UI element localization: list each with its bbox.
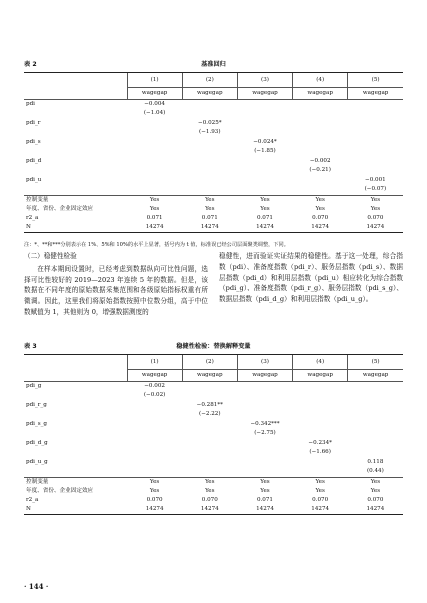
t-value [182, 429, 237, 439]
statistic-value: Yes [260, 488, 270, 494]
statistics-row [24, 223, 403, 233]
statistic-value: 14274 [293, 505, 348, 515]
t-value: (−1.66) [309, 449, 331, 455]
column-number: (5) [348, 355, 403, 370]
statistic-value: 14274 [348, 223, 403, 233]
t-value-blank [24, 410, 127, 420]
statistic-value: Yes [293, 196, 348, 206]
dependent-variable: wagegap [182, 88, 237, 100]
coefficient [182, 458, 237, 467]
variable-name: pdi_u_g [26, 459, 48, 465]
statistic-value: 0.071 [256, 497, 273, 503]
statistic-name: 控制变量 [24, 196, 127, 206]
coefficient [237, 157, 292, 166]
statistic-value: Yes [127, 478, 182, 488]
coefficient [293, 401, 348, 410]
t-value-row [24, 429, 403, 439]
t-value-blank [24, 391, 127, 401]
statistic-value: 14274 [127, 223, 182, 233]
t-value [182, 467, 237, 478]
t-value [348, 128, 403, 138]
t-value-row [24, 391, 403, 401]
coefficient-row [24, 382, 403, 392]
coefficient: −0.002 [309, 158, 331, 164]
t-value: (−1.04) [143, 110, 166, 116]
coefficient [182, 420, 237, 429]
coefficient [348, 420, 403, 429]
t-value [293, 109, 348, 119]
coefficient: −0.025* [198, 120, 222, 126]
variable-name: pdi_s_g [26, 421, 47, 427]
coefficient-row [24, 138, 403, 147]
dependent-variable: wagegap [293, 88, 348, 100]
t-value-row [24, 166, 403, 176]
coefficient [127, 157, 182, 166]
coefficient [127, 119, 182, 128]
coefficient: −0.024* [253, 139, 277, 145]
statistic-value: 14274 [182, 223, 237, 233]
t-value [127, 429, 182, 439]
statistic-value: Yes [149, 488, 160, 494]
t-value [182, 109, 237, 119]
coefficient [348, 401, 403, 410]
header-blank [24, 355, 127, 370]
coefficient [293, 382, 348, 392]
table2-number: 表 2 [24, 61, 37, 68]
t-value [237, 410, 292, 420]
t-value [182, 147, 237, 157]
coefficient [348, 138, 403, 147]
statistic-value: Yes [348, 478, 403, 488]
statistic-value: Yes [370, 206, 381, 212]
statistic-value: Yes [182, 478, 237, 488]
dependent-variable: wagegap [127, 370, 182, 382]
statistic-value: 14274 [293, 223, 348, 233]
coefficient [237, 382, 292, 392]
t-value [293, 391, 348, 401]
t-value [293, 185, 348, 196]
statistic-value: Yes [237, 478, 292, 488]
coefficient [293, 138, 348, 147]
coefficient-row [24, 119, 403, 128]
coefficient [237, 119, 292, 128]
t-value [348, 410, 403, 420]
variable-name: pdi_r_g [26, 402, 47, 408]
statistics-row [24, 196, 403, 206]
statistic-value: Yes [293, 478, 348, 488]
coefficient [182, 157, 237, 166]
column-number: (5) [348, 73, 403, 88]
coefficient [293, 119, 348, 128]
coefficient [127, 138, 182, 147]
dependent-variable: wagegap [237, 370, 292, 382]
t-value [127, 448, 182, 458]
statistic-name: 年度、省份、企业固定效应 [26, 206, 94, 212]
coefficient [182, 382, 237, 392]
statistic-value: 0.070 [312, 215, 329, 221]
coefficient [293, 176, 348, 185]
t-value [348, 166, 403, 176]
t-value [127, 410, 182, 420]
coefficient [348, 382, 403, 392]
statistic-value: 0.070 [146, 497, 163, 503]
statistic-value: 14274 [182, 505, 237, 515]
t-value: (0.44) [366, 468, 384, 474]
coefficient [182, 138, 237, 147]
t-value [348, 391, 403, 401]
dependent-variable: wagegap [182, 370, 237, 382]
table3-heading [24, 341, 403, 353]
coefficient [127, 176, 182, 185]
coefficient [237, 176, 292, 185]
t-value [348, 147, 403, 157]
statistic-value: 0.071 [256, 215, 273, 221]
t-value [182, 448, 237, 458]
right-column-text [219, 251, 403, 305]
variable-name: pdi_s [26, 139, 41, 145]
statistics-row [24, 487, 403, 496]
column-number: (1) [127, 355, 182, 370]
statistics-row [24, 205, 403, 214]
t-value-blank [24, 185, 127, 196]
t-value [237, 166, 292, 176]
dependent-variable: wagegap [348, 370, 403, 382]
column-number: (4) [293, 73, 348, 88]
coefficient [348, 439, 403, 448]
statistic-value: Yes [205, 488, 215, 494]
t-value-row [24, 410, 403, 420]
dep-blank [24, 370, 127, 382]
t-value [237, 467, 292, 478]
coefficient [237, 458, 292, 467]
statistic-value: Yes [149, 206, 160, 212]
statistic-value: Yes [315, 206, 325, 212]
statistic-name: 年度、省份、企业固定效应 [26, 488, 94, 494]
coefficient-row [24, 100, 403, 110]
variable-name: pdi [26, 101, 35, 107]
column-number-row [24, 73, 403, 88]
statistic-name: r2_a [26, 215, 39, 221]
t-value: (−0.21) [309, 167, 331, 173]
section-subheading: （二）稳健性检验 [24, 252, 77, 260]
column-number: (2) [182, 73, 237, 88]
column-number: (4) [293, 355, 348, 370]
t-value: (−0.07) [364, 186, 387, 192]
coefficient: −0.342*** [250, 421, 280, 427]
statistic-value: Yes [315, 488, 325, 494]
t-value-blank [24, 467, 127, 478]
t-value [127, 147, 182, 157]
t-value-blank [24, 109, 127, 119]
t-value [237, 109, 292, 119]
coefficient: −0.281** [196, 402, 223, 408]
variable-name: pdi_u [26, 177, 42, 183]
coefficient [127, 401, 182, 410]
t-value [127, 185, 182, 196]
statistic-value: Yes [260, 206, 270, 212]
coefficient [127, 420, 182, 429]
statistic-name: N [24, 505, 127, 515]
t-value [127, 467, 182, 478]
coefficient-row [24, 458, 403, 467]
statistics-row [24, 496, 403, 505]
t-value [182, 391, 237, 401]
t-value [237, 448, 292, 458]
statistic-value: 14274 [348, 505, 403, 515]
dependent-variable: wagegap [293, 370, 348, 382]
dependent-variable: wagegap [348, 88, 403, 100]
t-value [293, 467, 348, 478]
statistic-value: Yes [182, 196, 237, 206]
t-value [237, 128, 292, 138]
variable-name: pdi_d [26, 158, 42, 164]
t-value-row [24, 128, 403, 138]
statistic-value: Yes [205, 206, 215, 212]
page-number: · 144 · [24, 582, 49, 591]
coefficient: 0.118 [367, 459, 384, 465]
right-paragraph: 稳健性，进而验证实证结果的稳健性。基于这一处理，综合指数（pdi）、准备度指数（pdi_r）、服务层指数（pdi_s）、数据层指数（pdi_d）和利用层指数（pdi_u）相应转化为综合指数（pdi_g）、准备度指数（pdi_r_g）、服务层指数（pdi_s_g）、数据层指数（pdi_d_g）和利用层指数（pdi_u_g）。 [219, 252, 403, 304]
t-value [237, 185, 292, 196]
dep-blank [24, 88, 127, 100]
table2-heading [24, 59, 403, 71]
t-value [348, 109, 403, 119]
header-blank [24, 73, 127, 88]
statistic-value: 0.070 [312, 497, 329, 503]
coefficient [182, 176, 237, 185]
dependent-variable: wagegap [237, 88, 292, 100]
coefficient-row [24, 401, 403, 410]
coefficient-row [24, 176, 403, 185]
table3-number: 表 3 [24, 343, 37, 350]
statistic-value: Yes [237, 196, 292, 206]
t-value [348, 448, 403, 458]
variable-name: pdi_r [26, 120, 41, 126]
table2 [24, 72, 403, 233]
t-value [293, 429, 348, 439]
t-value-row [24, 448, 403, 458]
coefficient: −0.001 [365, 177, 386, 183]
statistics-row [24, 505, 403, 515]
statistics-row [24, 478, 403, 488]
t-value [293, 410, 348, 420]
t-value [237, 391, 292, 401]
t-value-blank [24, 166, 127, 176]
table2-note: 注：*、**和***分别表示在 1%、5%和 10%的水平上显著，括号内为 t 值，标准误已经公司层面聚类调整，下同。 [24, 242, 289, 248]
coefficient [237, 401, 292, 410]
statistic-value: 14274 [237, 505, 292, 515]
column-number: (1) [127, 73, 182, 88]
coefficient [182, 100, 237, 110]
t-value [293, 147, 348, 157]
t-value: (−2.75) [254, 430, 276, 436]
t-value: (−0.02) [143, 392, 166, 398]
t-value [127, 166, 182, 176]
t-value [293, 128, 348, 138]
column-number: (2) [182, 355, 237, 370]
statistic-value: 0.071 [201, 215, 218, 221]
t-value-row [24, 467, 403, 478]
statistic-name: 控制变量 [24, 478, 127, 488]
coefficient: −0.234* [308, 440, 332, 446]
coefficient [348, 119, 403, 128]
coefficient-row [24, 420, 403, 429]
table3 [24, 354, 403, 515]
t-value-blank [24, 429, 127, 439]
coefficient [237, 100, 292, 110]
coefficient [237, 439, 292, 448]
coefficient: −0.002 [144, 383, 165, 389]
t-value-row [24, 147, 403, 157]
coefficient [127, 458, 182, 467]
coefficient [348, 157, 403, 166]
column-number-row [24, 355, 403, 370]
statistic-value: 0.070 [367, 215, 384, 221]
t-value: (−2.22) [199, 411, 221, 417]
t-value-blank [24, 147, 127, 157]
dependent-variable-row [24, 88, 403, 100]
coefficient-row [24, 157, 403, 166]
t-value-row [24, 185, 403, 196]
t-value-row [24, 109, 403, 119]
variable-name: pdi_g [26, 383, 42, 389]
column-number: (3) [237, 355, 292, 370]
coefficient [293, 458, 348, 467]
statistic-value: Yes [370, 488, 381, 494]
variable-name: pdi_d_g [26, 440, 48, 446]
table3-title: 稳健性检验：替换解释变量 [176, 343, 251, 350]
coefficient [293, 100, 348, 110]
coefficient [182, 439, 237, 448]
statistic-value: 0.071 [146, 215, 163, 221]
t-value: (−1.85) [254, 148, 276, 154]
dependent-variable-row [24, 370, 403, 382]
left-paragraph: 在样本期间设置时，已经考虑到数据纵向可比性问题，选择可比性较好的 2019—2023 年连续 5 年的数据。但是，该数据在不同年度的原始数据采集范围和各级原始指标权重有所微调。因此，这里我们将原始指数按照中位数分组，高于中位数赋值为 1，其他则为 0，增强数据测度的 [24, 264, 208, 316]
statistic-value: Yes [127, 196, 182, 206]
t-value [348, 429, 403, 439]
coefficient [127, 439, 182, 448]
statistic-value: 14274 [237, 223, 292, 233]
coefficient [348, 100, 403, 110]
t-value [127, 128, 182, 138]
t-value [182, 166, 237, 176]
coefficient [293, 420, 348, 429]
statistic-value: Yes [348, 196, 403, 206]
statistics-row [24, 214, 403, 223]
left-column-text [24, 251, 208, 318]
statistic-name: N [24, 223, 127, 233]
t-value-blank [24, 448, 127, 458]
t-value [182, 185, 237, 196]
coefficient-row [24, 439, 403, 448]
t-value: (−1.93) [199, 129, 221, 135]
statistic-name: r2_a [26, 497, 39, 503]
coefficient: −0.004 [144, 101, 165, 107]
t-value-blank [24, 128, 127, 138]
statistic-value: 14274 [127, 505, 182, 515]
dependent-variable: wagegap [127, 88, 182, 100]
statistic-value: 0.070 [367, 497, 384, 503]
column-number: (3) [237, 73, 292, 88]
table2-title: 基准回归 [201, 61, 226, 68]
statistic-value: 0.070 [201, 497, 218, 503]
